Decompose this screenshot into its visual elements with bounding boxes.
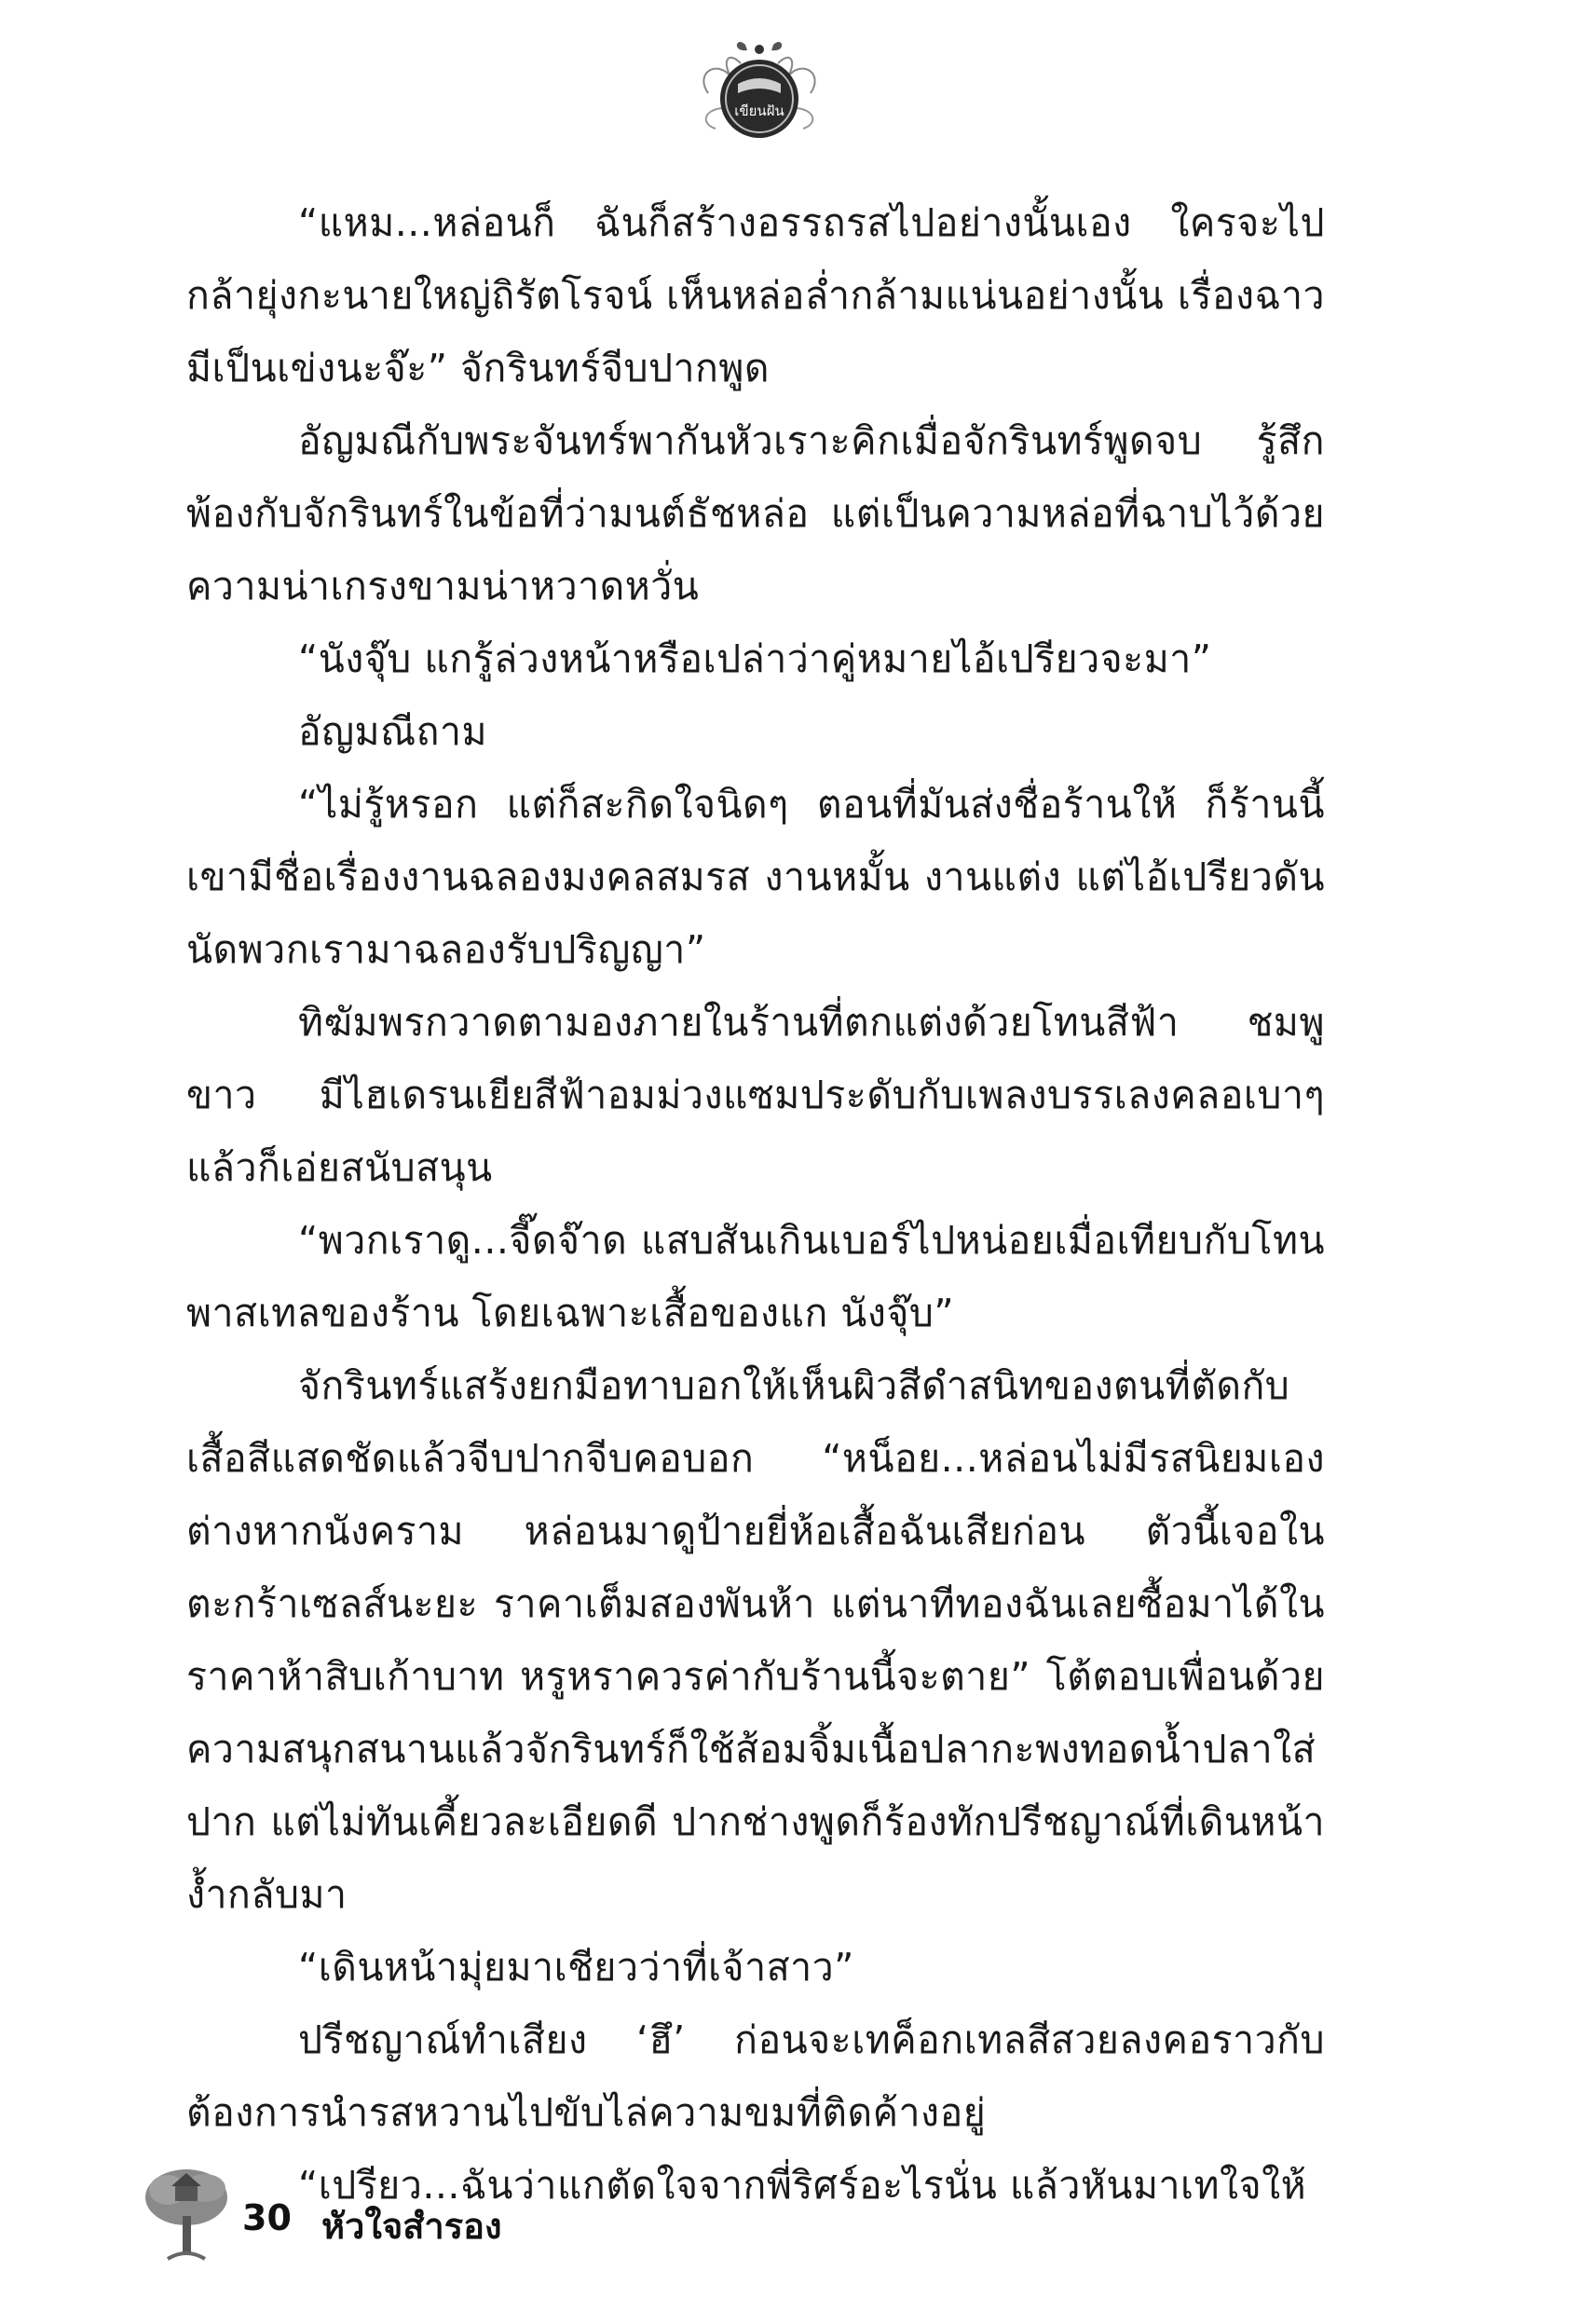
paragraph: “เปรียว...ฉันว่าแกตัดใจจากพี่ริศร์อะไรนั่น แล้วหันมาเทใจให้ [298,2163,1307,2208]
page-footer [140,2162,699,2264]
paragraph: ปรีชญาณ์ทำเสียง ‘ฮึ’ ก่อนจะเทค็อกเทลสีสวยลงคอราวกับต้องการนำรสหวานไปขับไล่ความขมที่ติดค้างอยู่ [186,2017,1325,2135]
paragraph: “เดินหน้ามุ่ยมาเชียวว่าที่เจ้าสาว” [298,1945,854,1990]
paragraph: “ไม่รู้หรอก แต่ก็สะกิดใจนิดๆ ตอนที่มันส่งชื่อร้านให้ ก็ร้านนี้เขามีชื่อเรื่องงานฉลองมงคลสมรส งานหมั้น งานแต่ง แต่ไอ้เปรียวดันนัดพวกเรามาฉลองรับปริญญา” [186,782,1325,972]
emblem-text: เขียนฝัน [734,103,784,119]
page-number: 30 [242,2197,292,2238]
paragraph: จักรินทร์แสร้งยกมือทาบอกให้เห็นผิวสีดำสนิทของตนที่ตัดกับเสื้อสีแสดชัดแล้วจีบปากจีบคอบอก “หน็อย...หล่อนไม่มีรสนิยมเองต่างหากนังคราม หล่อนมาดูป้ายยี่ห้อเสื้อฉันเสียก่อน ตัวนี้เจอในตะกร้าเซลส์นะยะ ราคาเต็มสองพันห้า แต่นาทีทองฉันเลยซื้อมาได้ในราคาห้าสิบเก้าบาท หรูหราควรค่ากับร้านนี้จะตาย” โต้ตอบเพื่อนด้วยความสนุกสนานแล้วจักรินทร์ก็ใช้ส้อมจิ้มเนื้อปลากะพงทอดน้ำปลาใส่ปาก แต่ไม่ทันเคี้ยวละเอียดดี ปากช่างพูดก็ร้องทักปรีชญาณ์ที่เดินหน้างํ้ากลับมา [186,1363,1325,1917]
book-title: หัวใจสำรอง [321,2206,502,2247]
paragraph: “แหม...หล่อนก็ ฉันก็สร้างอรรถรสไปอย่างนั้นเอง ใครจะไปกล้ายุ่งกะนายใหญ่ถิรัตโรจน์ เห็นหล่อล่ำกล้ามแน่นอย่างนั้น เรื่องฉาวมีเป็นเข่งนะจ๊ะ” จักรินทร์จีบปากพูด [186,200,1325,390]
tree-house-icon [140,2162,233,2264]
paragraph: ทิฆัมพรกวาดตามองภายในร้านที่ตกแต่งด้วยโทนสีฟ้า ชมพู ขาว มีไฮเดรนเยียสีฟ้าอมม่วงแซมประดับกับเพลงบรรเลงคลอเบาๆ แล้วก็เอ่ยสนับสนุน [186,1000,1325,1190]
paragraph: อัญมณีกับพระจันทร์พากันหัวเราะคิกเมื่อจักรินทร์พูดจบ รู้สึกพ้องกับจักรินทร์ในข้อที่ว่ามนต์ธัชหล่อ แต่เป็นความหล่อที่ฉาบไว้ด้วยความน่าเกรงขามน่าหวาดหวั่น [186,418,1325,609]
publisher-emblem [689,35,829,143]
paragraph: “นังจุ๊บ แกรู้ล่วงหน้าหรือเปล่าว่าคู่หมายไอ้เปรียวจะมา” [298,636,1212,681]
paragraph: “พวกเราดู...จี๊ดจ๊าด แสบสันเกินเบอร์ไปหน่อยเมื่อเทียบกับโทนพาสเทลของร้าน โดยเฉพาะเสื้อของแก นังจุ๊บ” [186,1218,1325,1335]
chapter-body [186,186,1325,2222]
paragraph: อัญมณีถาม [298,709,487,754]
